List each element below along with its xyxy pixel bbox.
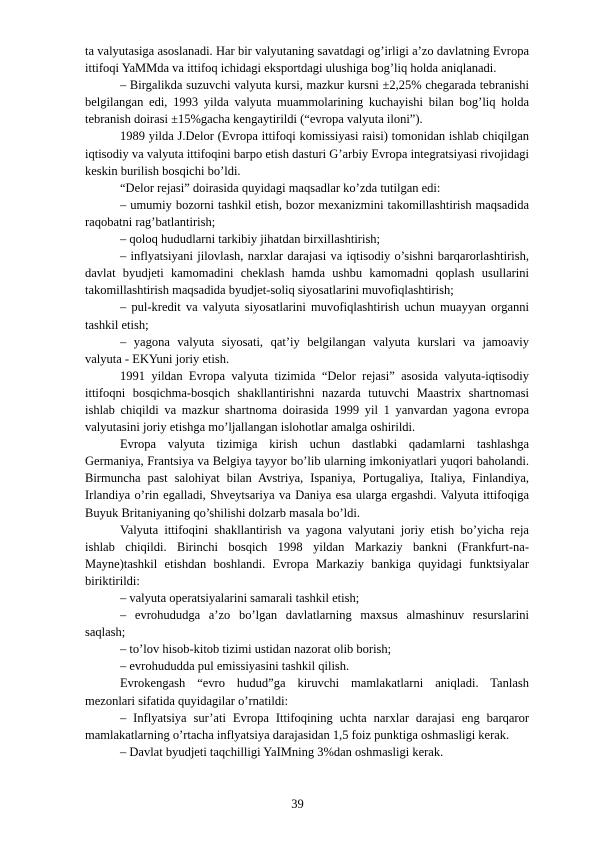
list-item: – evrohududga a’zo bo’lgan davlatlarning maxsus almashinuv resurslarini saqlash; (85, 608, 529, 640)
paragraph-2: – Birgalikda suzuvchi valyuta kursi, mazkur kursni ±2,25% chegarada tebranishi belgilangan edi, 1993 yilda valyuta muammolarining kuchayishi bilan bog’liq holda tebranish doirasi ±15%gacha kengaytirildi (“evropa valyuta iloni”). (85, 78, 529, 127)
list-item: – inflyatsiyani jilovlash, narxlar darajasi va iqtisodiy o’sishni barqarorlashtirish, davlat byudjeti kamomadini cheklash hamda ushbu kamomadni qoplash usullarini takomillashtirish maqsadida byudjet-soliq siyosatlarini muvofiqlashtirish; (85, 249, 529, 298)
list-item: – pul-kredit va valyuta siyosatlarini muvofiqlashtirish uchun muayyan organni tashkil etish; (85, 300, 529, 332)
list-item: – umumiy bozorni tashkil etish, bozor mexanizmini takomillashtirish maqsadida raqobatni rag’batlantirish; (85, 197, 529, 229)
list-item: – valyuta operatsiyalarini samarali tashkil etish; (120, 591, 360, 605)
paragraph-10: 1991 yildan Evropa valyuta tizimida “Delor rejasi” asosida valyuta-iqtisodiy ittifoqni bosqichma-bosqich shakllantirishni nazarda tutuvchi Maastrix shartnomasi ishlab chiqildi va mazkur shartnoma doirasida 1999 yil 1 yanvardan yagona evropa valyutasini joriy etishga mo’ljallangan islohotlar amalga oshirildi. (85, 368, 529, 435)
list-item: – yagona valyuta siyosati, qat’iy belgilangan valyuta kurslari va jamoaviy valyuta - EKYuni joriy etish. (85, 334, 529, 366)
list-item: – to’lov hisob-kitob tizimi ustidan nazorat olib borish; (120, 642, 392, 657)
list-item: – qoloq hududlarni tarkibiy jihatdan birxillashtirish; (120, 232, 381, 247)
paragraph-1: ta valyutasiga asoslanadi. Har bir valyutaning savatdagi og’irligi a’zo davlatning Evropa ittifoqi YaMMda va ittifoq ichidagi eksportdagi ulushiga bog’liq holda aniqlanadi. (85, 44, 529, 76)
list-item: – Inflyatsiya sur’ati Evropa Ittifoqining uchta narxlar darajasi eng barqaror mamlakatlarning o’rtacha inflyatsiya darajasidan 1,5 foiz punktiga oshmasligi kerak. (85, 710, 529, 742)
paragraph-4: “Delor rejasi” doirasida quyidagi maqsadlar ko’zda tutilgan edi: (120, 180, 441, 195)
page-number: 39 (291, 797, 304, 811)
paragraph-17: Evrokengash “evro hudud”ga kiruvchi mamlakatlarni aniqladi. Tanlash mezonlari sifatida quyidagilar o’rnatildi: (85, 676, 529, 708)
list-item: – evrohududda pul emissiyasini tashkil qilish. (120, 659, 350, 674)
paragraph-12: Valyuta ittifoqini shakllantirish va yagona valyutani joriy etish bo’yicha reja ishlab chiqildi. Birinchi bosqich 1998 yildan Markaziy bankni (Frankfurt-na-Mayne)tashkil etishdan boshlandi. Evropa Markaziy bankiga quyidagi funktsiyalar biriktirildi: (85, 522, 529, 588)
list-item: – Davlat byudjeti taqchilligi YaIMning 3%dan oshmasligi kerak. (120, 744, 444, 759)
document-body (85, 43, 529, 761)
paragraph-11: Evropa valyuta tizimiga kirish uchun dastlabki qadamlarni tashlashga Germaniya, Frantsiya va Belgiya tayyor bo’lib ularning imkoniyatlari yuqori baholandi. Birmuncha past salohiyat bilan Avstriya, Ispaniya, Portugaliya, Italiya, Finlandiya, Irlandiya o’rin egalladi, Shveytsariya va Daniya esa ularga ergashdi. Valyuta ittifoqiga Buyuk Britaniyaning qo’shilishi dolzarb masala bo’ldi. (85, 437, 529, 520)
paragraph-3: 1989 yilda J.Delor (Evropa ittifoqi komissiyasi raisi) tomonidan ishlab chiqilgan iqtisodiy va valyuta ittifoqini barpo etish dasturi G’arbiy Evropa integratsiyasi rivojidagi keskin burilish bosqichi bo’ldi. (85, 129, 529, 178)
